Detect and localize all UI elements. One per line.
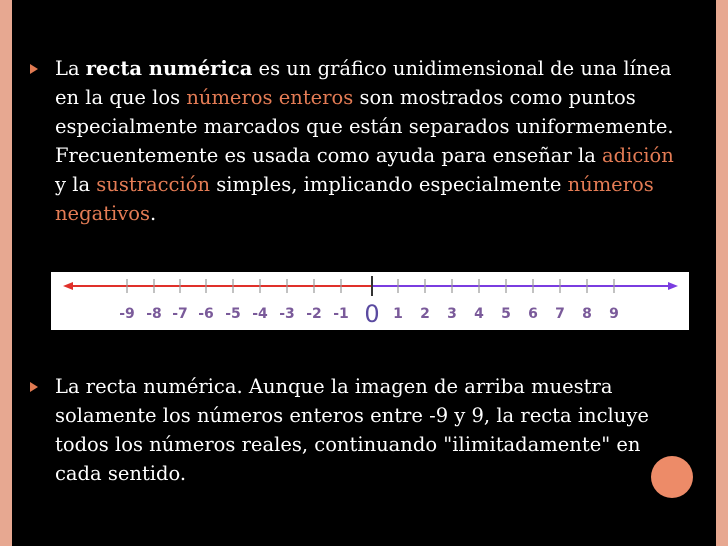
link-sustraccion[interactable]: sustracción xyxy=(96,173,211,196)
tick-label-negative: -9 xyxy=(119,306,135,322)
tick-label-positive: 8 xyxy=(582,306,592,322)
paragraph-explanation xyxy=(55,372,685,488)
text-span: es un gráfico unidimensional de una línea en la que los xyxy=(55,57,672,109)
number-line-image xyxy=(51,272,689,330)
link-numeros-negativos[interactable]: números negativos xyxy=(55,173,654,225)
bullet-arrow-icon xyxy=(30,382,38,392)
text-span: y la xyxy=(55,173,97,196)
link-adicion[interactable]: adición xyxy=(602,144,674,167)
left-arrow-icon xyxy=(63,282,73,290)
tick-label-negative: -4 xyxy=(252,306,268,322)
tick-label-positive: 2 xyxy=(420,306,430,322)
tick-label-zero: 0 xyxy=(364,300,380,328)
text-span: simples, implicando especialmente xyxy=(210,173,568,196)
tick-label-positive: 7 xyxy=(555,306,565,322)
paragraph-definition xyxy=(55,54,685,228)
tick-label-positive: 5 xyxy=(501,306,511,322)
decorative-circle xyxy=(651,456,693,498)
tick-label-negative: -5 xyxy=(225,306,241,322)
tick-label-positive: 1 xyxy=(393,306,403,322)
tick-label-negative: -2 xyxy=(306,306,322,322)
link-numeros-enteros[interactable]: números enteros xyxy=(186,86,354,109)
tick-label-positive: 3 xyxy=(447,306,457,322)
paragraph-text: La recta numérica. Aunque la imagen de arriba muestra solamente los números enteros entre -9 y 9, la recta incluye todos los números reales, continuando "ilimitadamente" en cada sentido. xyxy=(55,375,649,485)
text-span: La xyxy=(55,57,86,80)
text-span: son mostrados como puntos especialmente marcados que están separados uniformemente. Frecuentemente es usada como ayuda para enseñar la xyxy=(55,86,674,167)
tick-label-positive: 4 xyxy=(474,306,484,322)
tick-label-negative: -8 xyxy=(146,306,162,322)
bullet-arrow-icon xyxy=(30,64,38,74)
tick-label-negative: -1 xyxy=(333,306,349,322)
term-recta-numerica: recta numérica xyxy=(85,57,253,80)
text-span: . xyxy=(150,202,157,225)
tick-label-negative: -3 xyxy=(279,306,295,322)
tick-label-positive: 9 xyxy=(609,306,619,322)
tick-label-negative: -6 xyxy=(198,306,214,322)
number-line-svg xyxy=(51,272,689,330)
tick-label-negative: -7 xyxy=(172,306,188,322)
tick-label-positive: 6 xyxy=(528,306,538,322)
right-arrow-icon xyxy=(668,282,678,290)
